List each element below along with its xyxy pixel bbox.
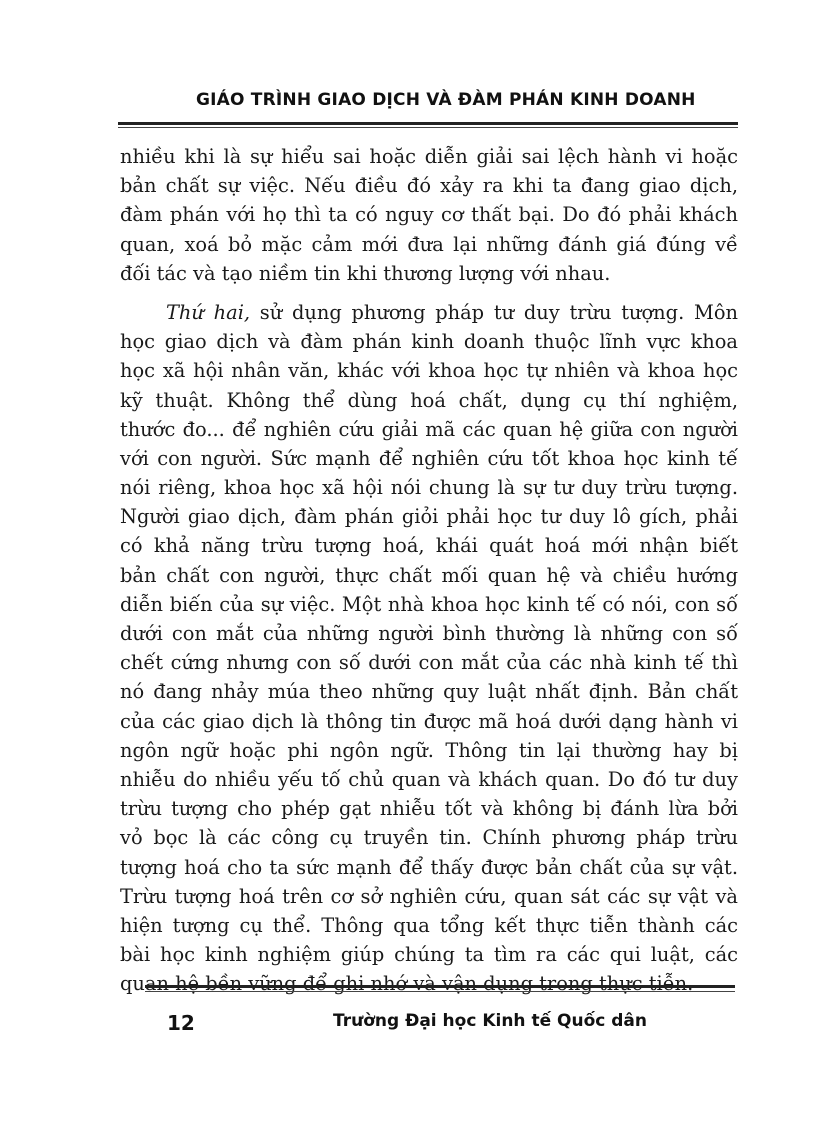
text-line: nó đang nhảy múa theo những quy luật nhất định. Bản chất — [120, 680, 738, 704]
text-line: bản chất con người, thực chất mối quan hệ và chiều hướng — [120, 563, 738, 587]
text-line: hiện tượng cụ thể. Thông qua tổng kết thực tiễn thành các — [120, 913, 738, 937]
text-line: với con người. Sức mạnh để nghiên cứu tốt khoa học kinh tế — [120, 446, 738, 470]
text-line: có khả năng trừu tượng hoá, khái quát hoá mới nhận biết — [120, 534, 738, 558]
text-line: trừu tượng cho phép gạt nhiễu tốt và không bị đánh lừa bởi — [120, 797, 738, 821]
text-line: kỹ thuật. Không thể dùng hoá chất, dụng cụ thí nghiệm, — [120, 388, 738, 412]
paragraph-lead: Thứ hai, — [166, 300, 251, 324]
text-line: quan hệ bền vững để ghi nhớ và vận dụng trong thực tiễn. — [120, 972, 694, 996]
text-line: diễn biến của sự việc. Một nhà khoa học kinh tế có nói, con số — [120, 592, 738, 616]
text-line: dưới con mắt của những người bình thường là những con số — [120, 622, 738, 645]
text-line: nói riêng, khoa học xã hội nói chung là sự tư duy trừu tượng. — [120, 476, 738, 500]
footer-rule-thin — [145, 991, 735, 992]
text-line: vỏ bọc là các công cụ truyền tin. Chính phương pháp trừu — [120, 826, 738, 850]
running-footer — [145, 985, 735, 1045]
header-rule-thin — [118, 127, 738, 128]
book-title-header: GIÁO TRÌNH GIAO DỊCH VÀ ĐÀM PHÁN KINH DOANH — [196, 90, 696, 110]
text-line-first — [120, 298, 738, 327]
text-line: bản chất sự việc. Nếu điều đó xảy ra khi ta đang giao dịch, — [120, 174, 738, 198]
page-number: 12 — [167, 1011, 195, 1035]
paragraph-1 — [120, 142, 738, 288]
text-line: đàm phán với họ thì ta có nguy cơ thất bại. Do đó phải khách — [120, 203, 738, 227]
text-line: nhiều khi là sự hiểu sai hoặc diễn giải sai lệch hành vi hoặc — [120, 145, 738, 168]
paragraph-2 — [120, 298, 738, 999]
text-line: học giao dịch và đàm phán kinh doanh thuộc lĩnh vực khoa — [120, 330, 738, 354]
text-line: ngôn ngữ hoặc phi ngôn ngữ. Thông tin lại thường hay bị — [120, 738, 738, 762]
footer-rule — [145, 985, 735, 988]
running-header — [118, 90, 738, 110]
text-line: bài học kinh nghiệm giúp chúng ta tìm ra các qui luật, các — [120, 943, 738, 967]
publisher-footer: Trường Đại học Kinh tế Quốc dân — [333, 1011, 647, 1031]
text-line-rest: sử dụng phương pháp tư duy trừu tượng. Môn — [250, 300, 738, 324]
text-line: quan, xoá bỏ mặc cảm mới đưa lại những đánh giá đúng về — [120, 232, 738, 256]
text-line: đối tác và tạo niềm tin khi thương lượng với nhau. — [120, 261, 611, 285]
text-line: học xã hội nhân văn, khác với khoa học tự nhiên và khoa học — [120, 359, 738, 383]
text-line: của các giao dịch là thông tin được mã hoá dưới dạng hành vi — [120, 709, 738, 733]
text-line: Trừu tượng hoá trên cơ sở nghiên cứu, quan sát các sự vật và — [120, 884, 738, 908]
text-line: nhiễu do nhiều yếu tố chủ quan và khách quan. Do đó tư duy — [120, 767, 738, 791]
header-rule — [118, 122, 738, 125]
page-body — [120, 142, 738, 998]
paragraph-gap — [120, 288, 738, 298]
text-line: chết cứng nhưng con số dưới con mắt của các nhà kinh tế thì — [120, 651, 738, 675]
text-line: tượng hoá cho ta sức mạnh để thấy được bản chất của sự vật. — [120, 855, 738, 879]
text-line: Người giao dịch, đàm phán giỏi phải học tư duy lô gích, phải — [120, 505, 738, 529]
text-line: thước đo... để nghiên cứu giải mã các quan hệ giữa con người — [120, 417, 738, 441]
